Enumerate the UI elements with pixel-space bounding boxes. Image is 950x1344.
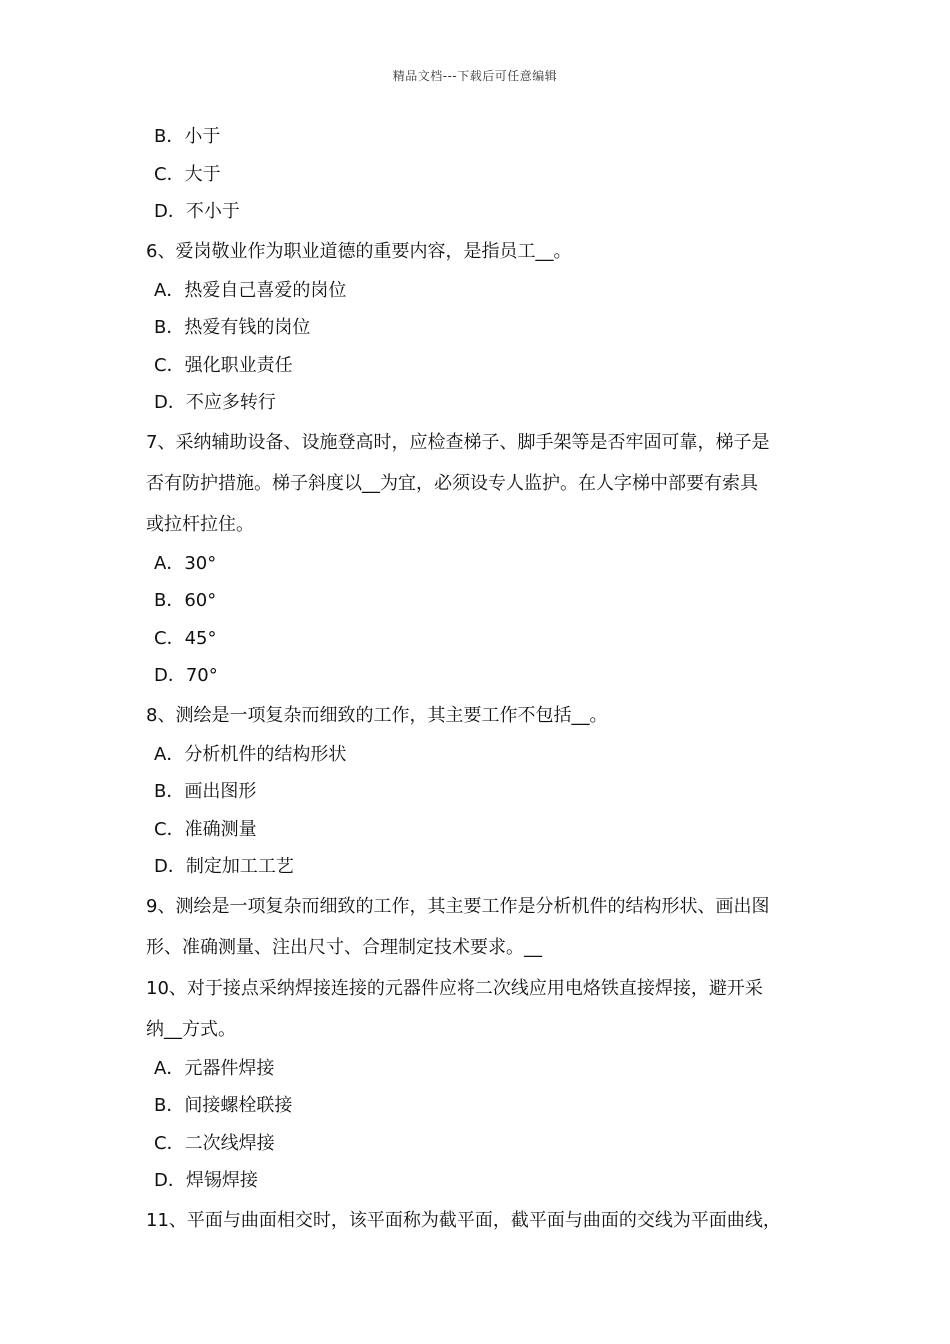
question-text-line: 11、平面与曲面相交时，该平面称为截平面，截平面与曲面的交线为平面曲线， (146, 1209, 781, 1231)
answer-option: A．元器件焊接 (154, 1057, 275, 1079)
answer-option: C．准确测量 (154, 818, 257, 840)
answer-option: C．强化职业责任 (154, 354, 293, 376)
answer-option: D．焊锡焊接 (154, 1170, 258, 1191)
answer-option: A．30° (154, 552, 217, 574)
answer-option: C．大于 (154, 163, 221, 185)
answer-option: A．热爱自己喜爱的岗位 (154, 279, 347, 301)
answer-option: D．70° (154, 665, 218, 686)
question-text-line: 形、准确测量、注出尺寸、合理制定技术要求。__ (146, 936, 542, 958)
question-text-line: 否有防护措施。梯子斜度以__为宜，必须设专人监护。在人字梯中部要有索具 (146, 472, 758, 494)
answer-option: A．分析机件的结构形状 (154, 743, 347, 765)
answer-option: D．不应多转行 (154, 392, 276, 413)
question-text-line: 或拉杆拉住。 (146, 513, 254, 535)
answer-option: B．小于 (154, 126, 221, 147)
question-text-line: 纳__方式。 (146, 1018, 236, 1040)
document-body (146, 118, 826, 1241)
question-text-line: 9、测绘是一项复杂而细致的工作，其主要工作是分析机件的结构形状、画出图 (146, 895, 770, 917)
answer-option: C．45° (154, 627, 217, 649)
answer-option: B．热爱有钱的岗位 (154, 317, 311, 338)
answer-option: B．画出图形 (154, 781, 257, 802)
question-text-line: 7、采纳辅助设备、设施登高时，应检查梯子、脚手架等是否牢固可靠，梯子是 (146, 431, 770, 453)
answer-option: C．二次线焊接 (154, 1132, 275, 1154)
answer-option: B．60° (154, 590, 217, 611)
answer-option: B．间接螺栓联接 (154, 1095, 293, 1116)
answer-option: D．制定加工工艺 (154, 856, 294, 877)
question-text-line: 8、测绘是一项复杂而细致的工作，其主要工作不包括__。 (146, 704, 608, 726)
answer-option: D．不小于 (154, 201, 240, 222)
question-text-line: 6、爱岗敬业作为职业道德的重要内容，是指员工__。 (146, 240, 572, 262)
question-text-line: 10、对于接点采纳焊接连接的元器件应将二次线应用电烙铁直接焊接，避开采 (146, 977, 763, 999)
page-header: 精品文档---下载后可任意编辑 (392, 69, 558, 83)
